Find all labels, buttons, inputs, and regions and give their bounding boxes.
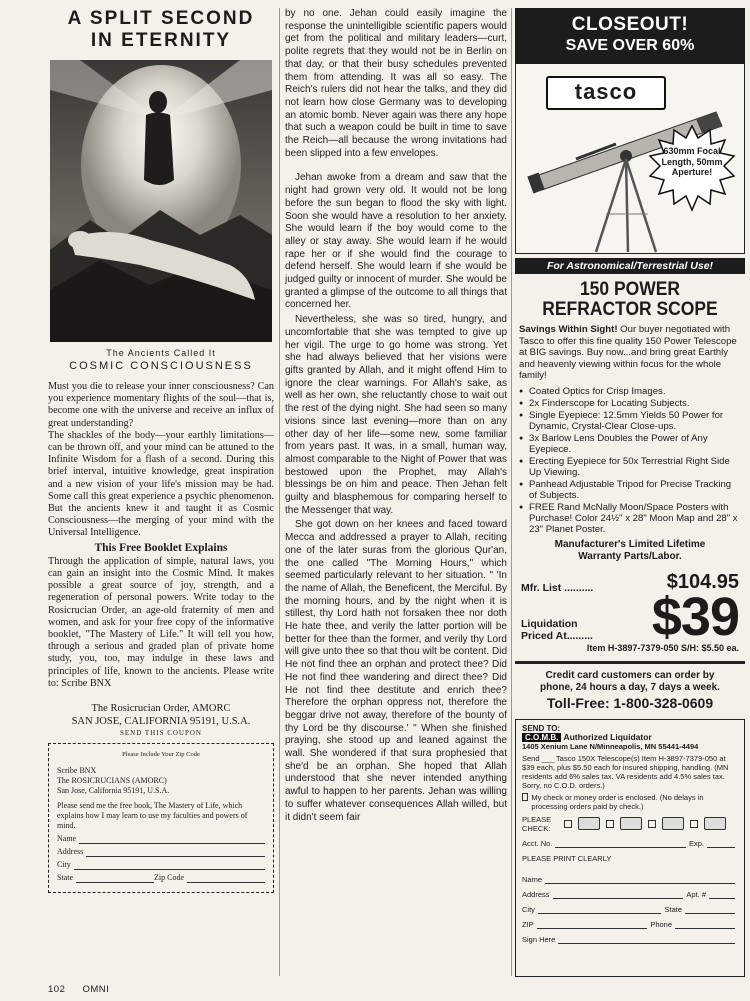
ad-headline	[48, 8, 274, 52]
mastercard-icon	[620, 817, 642, 830]
column-rule-left	[279, 8, 280, 976]
signature-field[interactable]	[522, 935, 738, 944]
form-state-label: State	[664, 904, 682, 914]
amex-checkbox[interactable]	[690, 820, 698, 828]
headline-line-2: IN ETERNITY	[90, 30, 232, 51]
ad-paragraph-2: The shackles of the body—your earthly limitations—can be thrown off, and your mind can be attuned to the Infinite Wisdom for a flash of a second. During this brief interval, intuitive knowledge, great inspiration and a new vision of your life's mission may be had. Some call this great experience a psychic phenomenon. But the ancients knew it and taught it as Cosmic Consciousness—the merging of your mind with the Universal Intelligence.	[48, 429, 274, 539]
order-coupon	[48, 743, 274, 893]
amex-card-icon	[704, 817, 726, 830]
state-label: State	[57, 873, 73, 883]
check-enclosed-checkbox[interactable]	[522, 793, 528, 801]
please-check-label: PLEASE CHECK:	[522, 814, 552, 833]
page-number: 102	[48, 984, 66, 995]
coupon-org: The ROSICRUCIANS (AMORC)	[57, 776, 167, 786]
form-city-label: City	[522, 904, 535, 914]
story-paragraph-3: Nevertheless, she was so tired, hungry, and uncomfortable that she was tempted to give up her vigil. The urge to go home was strong. Yet she had always believed that her visions were gifts granted by Allah, and it might offend Him to ignore the clear warnings. For Allah's sake, as well as her own, she reluctantly chose to wait out the rest of the dying night. She had seen so many visions since last evening—more than on any other day of her life—some new, some familiar from years past. It was, in a small, human way, almost comparable to the Night of Power that was bestowed upon the Prophet, may Allah's blessings be on him and peace. Then Jehan felt guilty and blasphemous for comparing herself to the Messenger that way.	[285, 314, 507, 516]
warranty-line-1: Manufacturer's Limited Lifetime	[554, 538, 706, 550]
coupon-request: Please send me the free book, The Mastery of Life, which explains how I may learn to use my faculties and powers of mind.	[57, 801, 248, 831]
credit-line-2: phone, 24 hours a day, 7 days a week.	[540, 681, 720, 693]
liquidation-label	[521, 618, 593, 642]
feature-item: ● Panhead Adjustable Tripod for Precise Tracking of Subjects.	[519, 479, 741, 501]
credit-card-note	[515, 670, 745, 694]
order-send-line: Send ___ Tasco 150X Telescope(s) Item H-3897-7379-050 at $39 each, plus $5.50 each for insured shipping, handling. (MN residents add 6% sales tax. VA residents add 4.5% sales tax. Sorry, no C.O.D. orders.)	[522, 753, 729, 790]
product-title-line-2: REFRACTOR SCOPE	[542, 299, 718, 320]
warranty	[515, 539, 745, 563]
mfr-label: Mfr. List ..........	[521, 581, 594, 594]
story-paragraph-2: Jehan awoke from a dream and saw that the night had grown very old. It would not be long before the sun began to flood the sky with light. Soon she would have a resolution to her anxiety. She would learn if the boy would come to the alley or stay away. She would learn if he would rape her or if she would find the courage to defend herself. She would learn if she would be judged guilty or innocent of murder. She would be granted a glimpse of the outcome to all things that concerned her.	[285, 172, 507, 311]
exp-label: Exp.	[688, 838, 704, 848]
zip-label: Zip Code	[154, 873, 184, 883]
form-sign-label: Sign Here	[522, 934, 556, 944]
form-address-label: Address	[522, 889, 550, 899]
feature-item: ● Coated Optics for Crisp Images.	[519, 386, 741, 397]
story-column	[285, 8, 507, 980]
closeout-savings: SAVE OVER 60%	[565, 37, 695, 54]
use-band: For Astronomical/Terrestrial Use!	[515, 258, 745, 274]
warranty-line-2: Warranty Parts/Labor.	[578, 550, 682, 562]
feature-item: ● Erecting Eyepiece for 50x Terrestrial Right Side Up Viewing.	[519, 456, 741, 478]
check-enclosed-label: My check or money order is enclosed. (No delays in processing orders paid by check.)	[531, 792, 704, 811]
check-enclosed-option[interactable]	[522, 793, 738, 811]
discover-card-icon	[662, 817, 684, 830]
zip-note: Please Include Your Zip Code	[122, 751, 200, 759]
print-clearly-label: PLEASE PRINT CLEARLY	[522, 853, 612, 863]
feature-item: ● FREE Rand McNally Moon/Space Posters with Purchase! Color 24½" x 28" Moon Map and 28" x 23" Planet Poster.	[519, 502, 741, 535]
ad-illustration	[50, 60, 272, 342]
print-clearly-row	[522, 854, 738, 863]
reclining-figure-illustration	[50, 60, 272, 342]
form-name-label: Name	[522, 874, 543, 884]
caption-cosmic: COSMIC CONSCIOUSNESS	[69, 360, 253, 372]
feature-item: ● 3x Barlow Lens Doubles the Power of Any Eyepiece.	[519, 433, 741, 455]
comb-address: 1405 Xenium Lane N/Minneapolis, MN 55441-4494	[522, 741, 699, 751]
form-phone-label: Phone	[650, 919, 672, 929]
visa-checkbox[interactable]	[564, 820, 572, 828]
closeout-title: CLOSEOUT!	[571, 14, 689, 35]
zip-phone-field[interactable]	[522, 920, 738, 929]
ad-subhead: This Free Booklet Explains	[94, 541, 228, 554]
acct-field[interactable]	[522, 839, 738, 848]
acct-label: Acct. No.	[522, 838, 553, 848]
divider	[515, 661, 745, 664]
savings-lead: Savings Within Sight!	[519, 324, 618, 335]
name-field[interactable]	[522, 875, 738, 884]
credit-line-1: Credit card customers can order by	[545, 669, 715, 681]
send-to-label: SEND TO:	[522, 723, 561, 733]
ad-body	[48, 381, 274, 690]
tasco-order-form	[515, 719, 745, 977]
coupon-city-field[interactable]	[57, 860, 265, 870]
liquidation-label-2: Priced At.........	[521, 629, 593, 642]
coupon-scribe: Scribe BNX	[57, 766, 97, 776]
telescope-image-box	[515, 64, 745, 254]
feature-item: ● Single Eyepiece: 12.5mm Yields 50 Power for Dynamic, Crystal-Clear Close-ups.	[519, 410, 741, 432]
coupon-address-field[interactable]	[57, 847, 265, 857]
form-zip-label: ZIP	[522, 919, 534, 929]
city-state-field[interactable]	[522, 905, 738, 914]
discover-checkbox[interactable]	[648, 820, 656, 828]
caption-ancients: The Ancients Called It	[106, 348, 216, 358]
story-paragraph-4: She got down on her knees and faced toward Mecca and addressed a prayer to Allah, reciting one of the later suras from the glorious Qur'an, the one called "The Morning Hours," which seemed particularly relevant to her situation. " 'In the name of Allah, the Beneficent, the Merciful. By the morning hours, and by the night when it is stillest, thy Lord hath not forsaken thee nor doth He hate thee, and verily the latter portion will be better for thee than the former, and verily thy Lord will give unto thee so that thou wilt be content. Did He not find thee an orphan and protect thee? Did He not find thee wandering and direct thee? Did He not find thee destitute and enrich thee? Therefore the orphan oppress not, therefore the beggar drive not away, therefore of the bounty of thy Lord be thy discourse.' " When she finished praying, she stood up and leaned against the wall. She wondered if that sura prophesied that she'd be an orphan. She hoped that Allah understood that she never intended anything awful to happen to her parents. Jehan was willing to suffer whatever consequences Allah willed, but it didn't seem fair	[285, 519, 507, 823]
tasco-ad	[515, 8, 745, 978]
toll-free-number: Toll-Free: 1-800-328-0609	[546, 694, 714, 711]
coupon-state-zip-field[interactable]	[57, 873, 265, 883]
address-label: Address	[57, 847, 84, 857]
tasco-logo: tasco	[546, 76, 666, 110]
savings-body: Our buyer negotiated with Tasco to offer this fine quality 150 Power Telescope at BIG savings. Buy now...and bring great Earthly and heavenly viewing within focus for the whole family!	[519, 324, 737, 381]
rosicrucian-ad	[48, 8, 274, 980]
item-number: Item H-3897-7379-050 S/H: $5.50 ea.	[586, 642, 739, 653]
city-label: City	[57, 860, 71, 870]
column-rule-right	[511, 8, 512, 976]
name-label: Name	[57, 834, 77, 844]
form-apt-label: Apt. #	[686, 889, 706, 899]
liquidation-label-1: Liquidation	[521, 617, 578, 630]
org-name: The Rosicrucian Order, AMORC	[91, 703, 231, 715]
ad-paragraph-1: Must you die to release your inner consciousness? Can you experience momentary flights of the soul—that is, become one with the universe and receive an influx of great understanding?	[48, 381, 274, 429]
sale-price: $39	[651, 586, 739, 647]
coupon-name-field[interactable]	[57, 834, 265, 844]
page-footer	[48, 984, 123, 995]
mfr-price: $104.95	[666, 570, 739, 593]
product-title-line-1: 150 POWER	[579, 279, 681, 300]
org-city: SAN JOSE, CALIFORNIA 95191, U.S.A.	[71, 716, 251, 728]
feature-list	[515, 386, 745, 535]
story-paragraph-1: by no one. Jehan could easily imagine the response the unintelligible scientific papers would get from the political and military leaders—curt, polite regrets that they would not be in Berlin on that day, or that their busy schedules prevented them from attending. It was all so easy. The Reich's rulers did not hear the talks, and they did not learn how close Germany was to developing an atomic bomb. Never again was there any hope that such a weapon could be built in time to save the Reich—all because the wrong invitations had been slipped into a few envelopes.	[285, 8, 507, 159]
focal-length-badge: 630mm Focal Length, 50mm Aperture!	[661, 146, 723, 177]
visa-card-icon	[578, 817, 600, 830]
product-title	[524, 280, 736, 320]
mastercard-checkbox[interactable]	[606, 820, 614, 828]
address-field[interactable]	[522, 890, 738, 899]
savings-text	[515, 324, 745, 382]
closeout-banner	[515, 8, 745, 64]
ad-paragraph-3: Through the application of simple, natural laws, you can gain an insight into the Cosmic Mind. It makes possible a great source of joy, strength, and a regeneration of personal powers. Write today to the Rosicrucian Order, an age-old fraternity of men and women, and ask for your free copy of the informative booklet, "The Mastery of Life." It will tell you how, through a serious and graded plan of private home study, you, too, may indulge in these laws and principles of life, known to the ancients. Please write to: Scribe BNX	[48, 555, 274, 689]
headline-line-1: A SPLIT SECOND	[67, 8, 255, 29]
comb-logo: C.O.M.B.	[522, 733, 561, 742]
coupon-city: San Jose, California 95191, U.S.A.	[57, 786, 170, 796]
card-options	[522, 815, 738, 833]
ad-org	[48, 702, 274, 728]
authorized-liquidator: Authorized Liquidator	[563, 731, 652, 742]
magazine-name: OMNI	[82, 984, 110, 995]
send-coupon-label: SEND THIS COUPON	[120, 729, 202, 738]
feature-item: ● 2x Finderscope for Locating Subjects.	[519, 398, 741, 409]
